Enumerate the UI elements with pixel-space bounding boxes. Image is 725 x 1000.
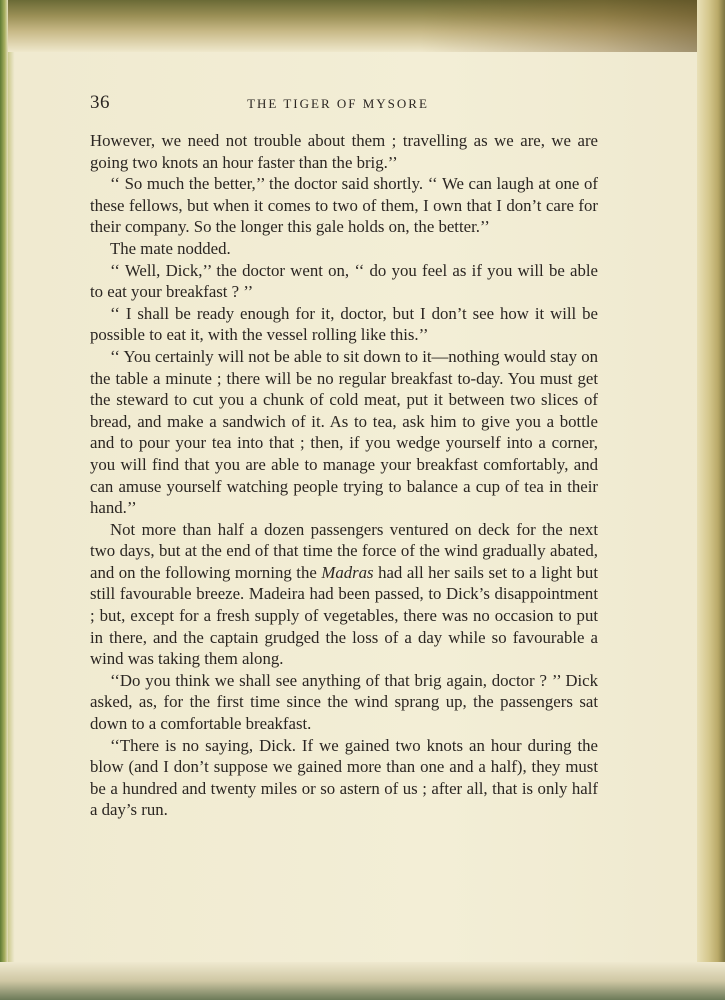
page-bottom-edge [0, 962, 725, 1000]
paragraph-text: ‘‘ Well, Dick,’’ the doctor went on, ‘‘ do you feel as if you will be able to eat your breakfast ? ’’ [90, 260, 598, 302]
ship-name: Madras [321, 562, 374, 582]
paragraph-text: ‘‘ So much the better,’’ the doctor said shortly. ‘‘ We can laugh at one of these fellows, but when it comes to two of them, I own that I don’t care for their company. So the longer this gale holds on, the better.’’ [90, 174, 598, 237]
body-text [78, 130, 598, 821]
paragraph [90, 735, 598, 821]
paragraph-text: The mate nodded. [110, 238, 231, 258]
book-spine-edge [0, 0, 8, 1000]
paragraph [90, 670, 598, 735]
paragraph [90, 130, 598, 173]
paragraph-text: ‘‘Do you think we shall see anything of that brig again, doctor ? ’’ Dick asked, as, for the first time since the wind sprang up, the passengers sat down to a comfortable breakfast. [90, 670, 598, 734]
page-header [78, 92, 598, 116]
paragraph-text: Not more than half a dozen passengers ventured on deck for the next two days, but at the end of that time the force of the wind gradually abated, and on the following morning the [90, 519, 598, 582]
paragraph [90, 238, 598, 260]
paragraph-text: ‘‘There is no saying, Dick. If we gained two knots an hour during the blow (and I don’t suppose we gained more than one and a half), they must be a hundred and twenty miles or so astern of us ; after all, that is only half a day’s run. [90, 735, 598, 820]
paragraph [90, 303, 598, 346]
paragraph-text: ‘‘ I shall be ready enough for it, doctor, but I don’t see how it will be possible to eat it, with the vessel rolling like this.’’ [90, 303, 598, 345]
page-number: 36 [90, 92, 110, 113]
book-page [78, 92, 598, 922]
page-right-edge [697, 0, 725, 1000]
paragraph [90, 346, 598, 519]
paragraph-text: However, we need not trouble about them ; travelling as we are, we are going two knots an hour faster than the brig.’’ [90, 131, 598, 172]
paragraph [90, 519, 598, 670]
paragraph-text: ‘‘ You certainly will not be able to sit down to it—nothing would stay on the table a minute ; there will be no regular breakfast to-day. You must get the steward to cut you a chunk of cold meat, put it between two slices of bread, and make a sandwich of it. As to tea, ask him to give you a bottle and to pour your tea into that ; then, if you wedge yourself into a corner, you will find that you are able to manage your breakfast comfortably, and can amuse yourself watching people trying to balance a cup of tea in their hand.’’ [90, 346, 598, 518]
running-head: THE TIGER OF MYSORE [247, 96, 429, 111]
paragraph-text: had all her sails set to a light but still favourable breeze. Madeira had been passed, to Dick’s disappointment ; but, except for a fresh supply of vegetables, there was no occasion to put in there, and the captain grudged the loss of a day while so favourable a wind was taking them along. [90, 562, 598, 669]
page-top-shadow [0, 0, 725, 52]
paragraph [90, 173, 598, 238]
paragraph [90, 260, 598, 303]
